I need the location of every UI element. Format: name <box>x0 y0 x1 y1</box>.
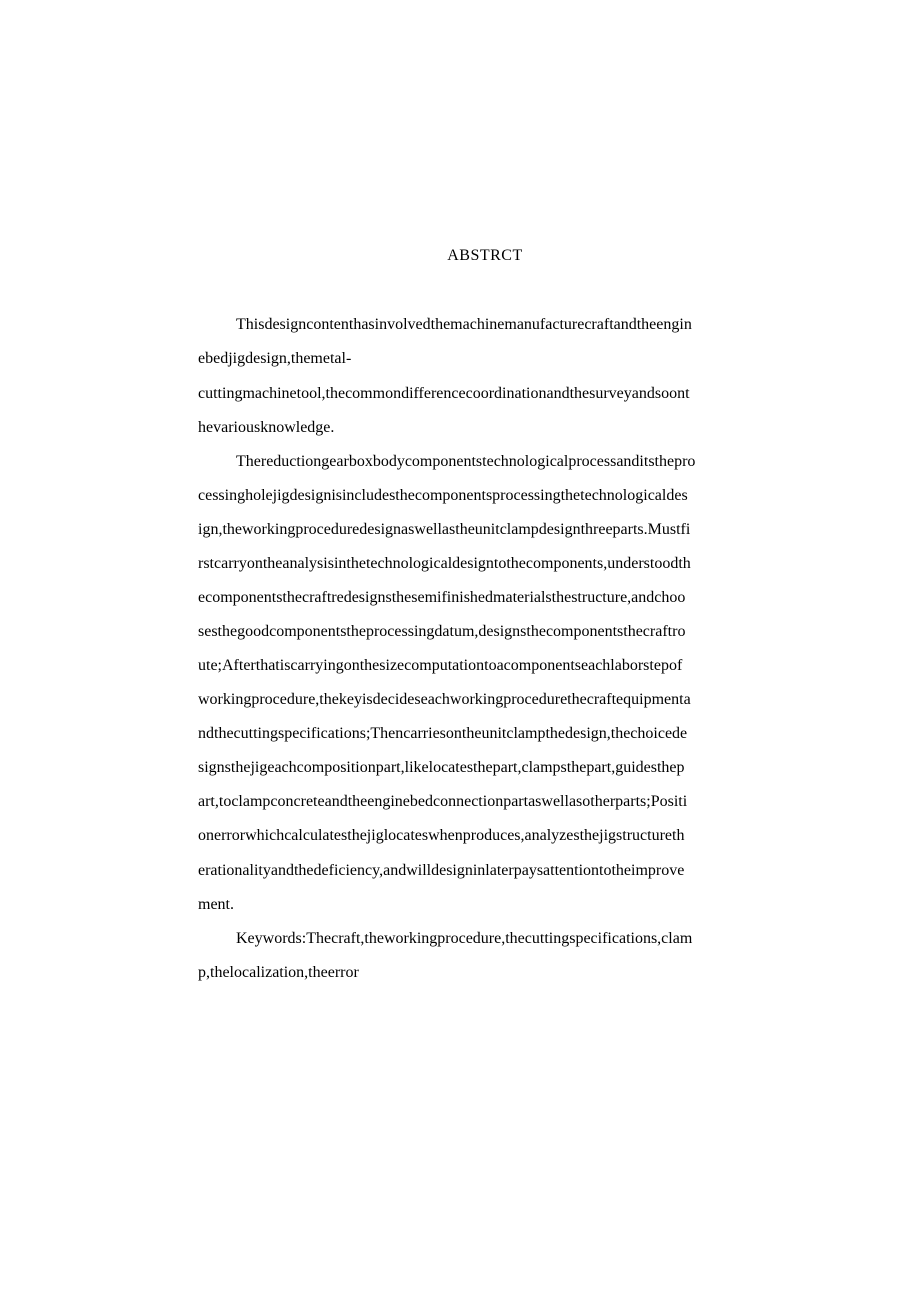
keywords-line: Keywords:Thecraft,theworkingprocedure,thecuttingspecifications,clam <box>236 930 693 947</box>
text-line: erationalityandthedeficiency,andwilldesigninlaterpaysattentiontotheimprove <box>198 862 685 879</box>
text-line: ute;Afterthatiscarryingonthesizecomputationtoacomponentseachlaborstepof <box>198 657 683 674</box>
text-line: cessingholejigdesignisincludesthecomponentsprocessingthetechnologicaldes <box>198 487 688 504</box>
text-line: art,toclampconcreteandtheenginebedconnectionpartaswellasotherparts;Positi <box>198 793 688 810</box>
text-line: ebedjigdesign,themetal- <box>198 350 352 367</box>
text-line: ndthecuttingspecifications;Thencarriesontheunitclampthedesign,thechoicede <box>198 725 688 742</box>
text-line: ment. <box>198 896 234 913</box>
text-line: sesthegoodcomponentstheprocessingdatum,designsthecomponentsthecraftro <box>198 623 686 640</box>
keywords-line: p,thelocalization,theerror <box>198 964 359 981</box>
text-line: onerrorwhichcalculatesthejiglocateswhenproduces,analyzesthejigstructureth <box>198 827 685 844</box>
text-line: workingprocedure,thekeyisdecideseachworkingprocedurethecraftequipmenta <box>198 691 691 708</box>
text-line: cuttingmachinetool,thecommondifferencecoordinationandthesurveyandsoont <box>198 385 690 402</box>
text-line: hevariousknowledge. <box>198 419 335 436</box>
text-line: ecomponentsthecraftredesignsthesemifinishedmaterialsthestructure,andchoo <box>198 589 686 606</box>
text-line: Thisdesigncontenthasinvolvedthemachinemanufacturecraftandtheengin <box>236 316 692 333</box>
abstract-title: ABSTRCT <box>447 247 523 264</box>
text-line: signsthejigeachcompositionpart,likelocatesthepart,clampsthepart,guidesthep <box>198 759 685 776</box>
text-line: ign,theworkingproceduredesignaswellastheunitclampdesignthreeparts.Mustfi <box>198 521 691 538</box>
text-line: rstcarryontheanalysisinthetechnologicaldesigntothecomponents,understoodth <box>198 555 691 572</box>
text-line: Thereductiongearboxbodycomponentstechnologicalprocessanditsthepro <box>236 453 696 470</box>
